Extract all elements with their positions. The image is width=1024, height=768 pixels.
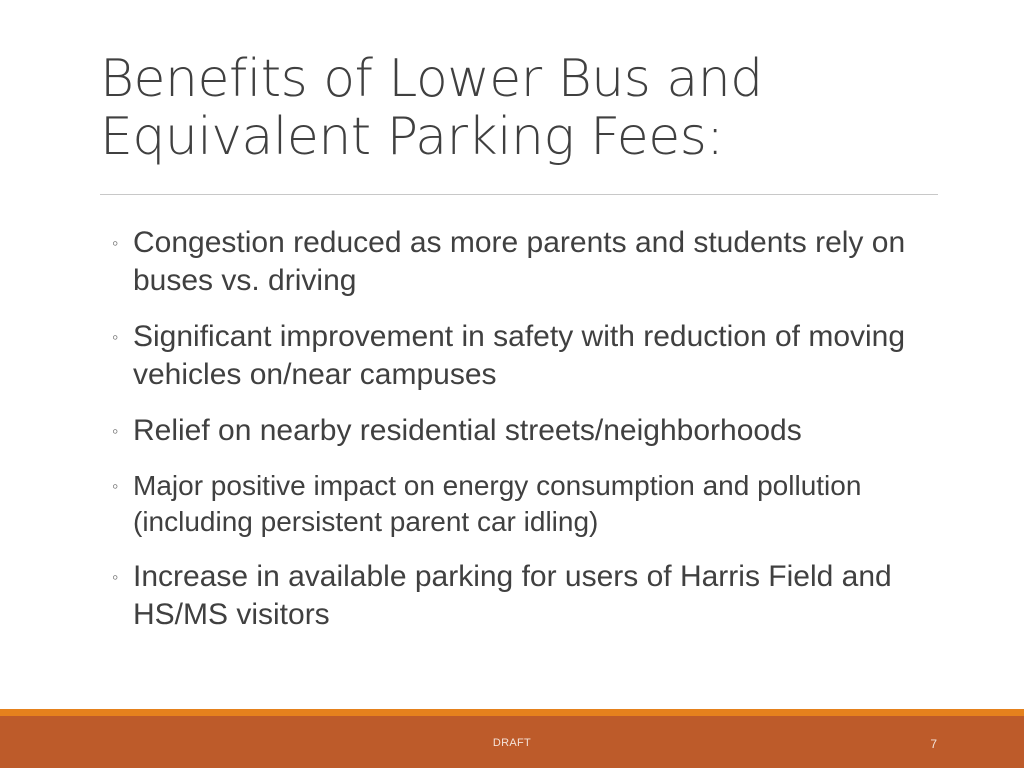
bullet-text: Congestion reduced as more parents and students rely on buses vs. driving — [133, 226, 906, 297]
bullet-list — [112, 224, 942, 652]
page-number: 7 — [930, 737, 937, 751]
slide-title-line-2: Equivalent Parking Fees: — [100, 107, 724, 167]
bullet-item — [112, 558, 942, 634]
bullet-text: Major positive impact on energy consumption and pollution (including persistent parent car idling) — [133, 470, 862, 537]
bullet-circle-icon: ◦ — [112, 476, 119, 496]
bullet-item — [112, 224, 942, 300]
footer-draft-label: DRAFT — [492, 737, 532, 749]
slide-title — [100, 50, 940, 166]
bullet-text: Increase in available parking for users of Harris Field and HS/MS visitors — [133, 560, 892, 631]
bullet-text: Relief on nearby residential streets/neighborhoods — [133, 414, 802, 447]
bullet-circle-icon: ◦ — [112, 327, 119, 347]
footer-accent-stripe — [0, 709, 1024, 716]
bullet-circle-icon: ◦ — [112, 421, 119, 441]
bullet-circle-icon: ◦ — [112, 567, 119, 587]
bullet-item — [112, 318, 942, 394]
bullet-item — [112, 412, 942, 450]
slide-title-line-1: Benefits of Lower Bus and — [100, 49, 763, 109]
bullet-circle-icon: ◦ — [112, 233, 119, 253]
title-divider — [100, 194, 938, 195]
footer-bar — [0, 716, 1024, 768]
bullet-item — [112, 468, 942, 540]
bullet-text: Significant improvement in safety with reduction of moving vehicles on/near campuses — [133, 320, 906, 391]
